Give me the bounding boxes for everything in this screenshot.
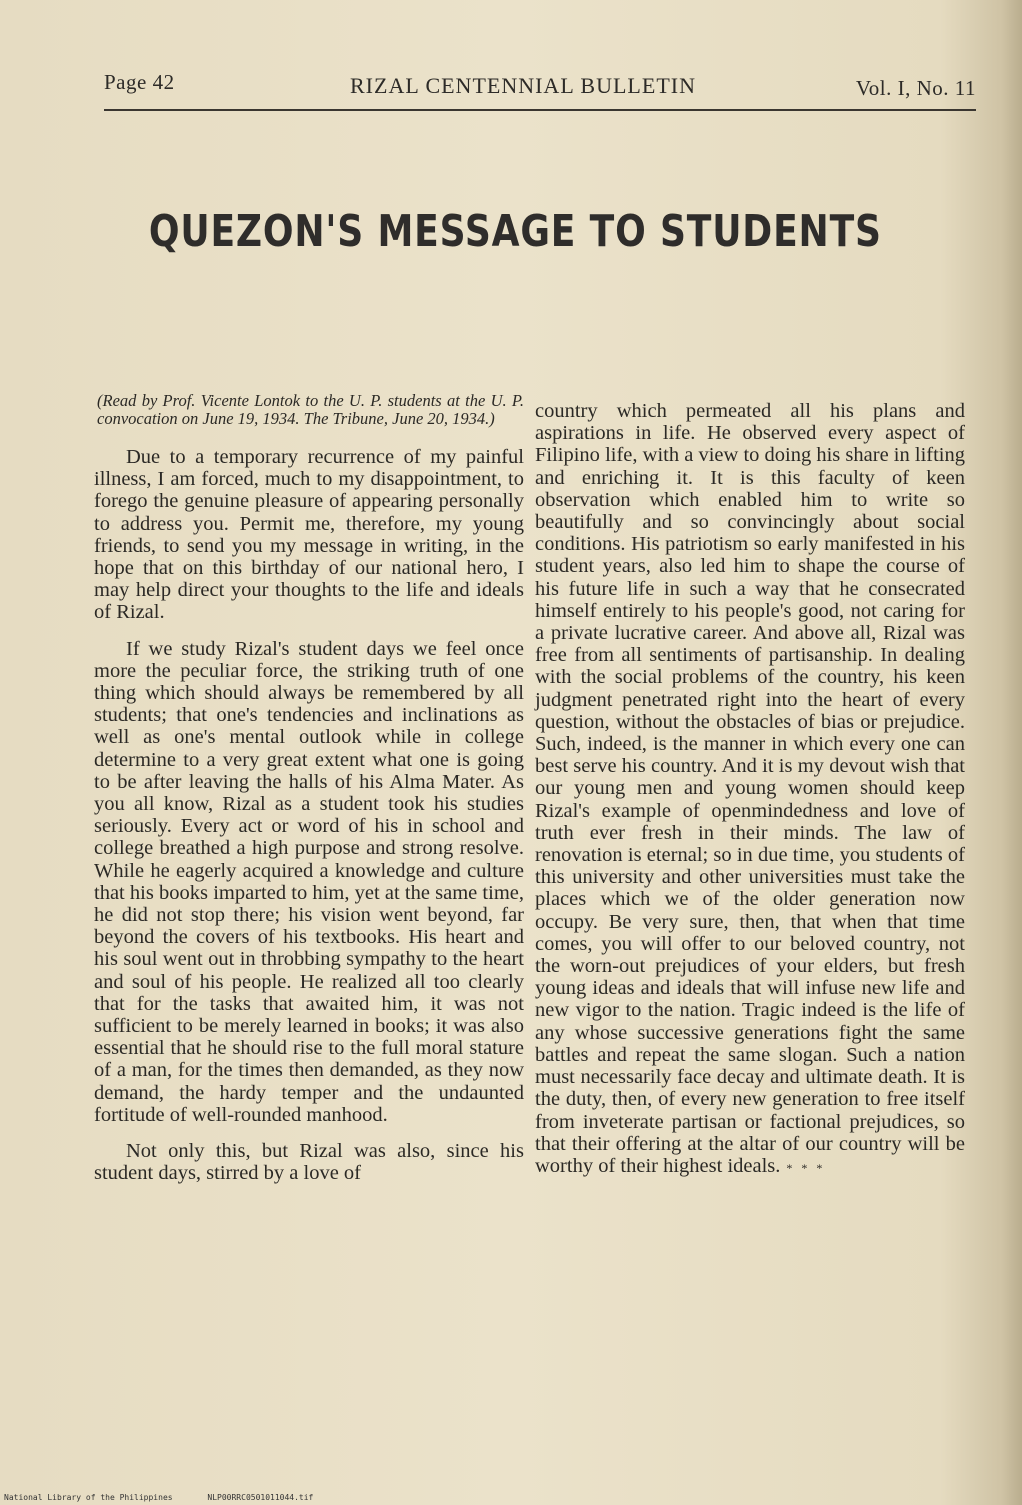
page-number: Page 42 bbox=[104, 70, 175, 94]
publication-title: RIZAL CENTENNIAL BULLETIN bbox=[350, 73, 696, 98]
left-column bbox=[94, 392, 524, 1199]
header-rule bbox=[104, 109, 976, 111]
volume-number: Vol. I, No. 11 bbox=[855, 76, 976, 100]
paragraph-continuation bbox=[535, 400, 965, 1179]
right-column bbox=[535, 400, 965, 1179]
paragraph-2: If we study Rizal's student days we feel once more the peculiar force, the striking truth of one thing which should always be remembered by all students; that one's tendencies and inclinations as well as one's mental outlook while in college determine to a very great extent what one is going to be after leaving the halls of his Alma Mater. As you all know, Rizal as a student took his studies seriously. Every act or word of his in school and college breathed a high purpose and strong resolve. While he eagerly acquired a knowledge and culture that his books imparted to him, yet at the same time, he did not stop there; his vision went beyond, far beyond the covers of his textbooks. His heart and his soul went out in throbbing sympathy to the heart and soul of his people. He realized all too clearly that for the tasks that awaited him, it was not sufficient to be merely learned in books; it was also essential that he should rise to the full moral stature of a man, for the times then demanded, as they now demand, the hardy temper and the undaunted fortitude of well-rounded manhood. bbox=[94, 637, 524, 1126]
end-mark: * * * bbox=[786, 1160, 826, 1175]
article-title: QUEZON'S MESSAGE TO STUDENTS bbox=[148, 206, 882, 257]
footer-file: NLP00RRC0501011044.tif bbox=[207, 1493, 314, 1502]
footer-library: National Library of the Philippines bbox=[4, 1493, 173, 1502]
paragraph-1: Due to a temporary recurrence of my painful illness, I am forced, much to my disappointment, to forego the genuine pleasure of appearing personally to address you. Permit me, therefore, my young friends, to send you my message in writing, in the hope that on this birthday of our national hero, I may help direct your thoughts to the life and ideals of Rizal. bbox=[94, 446, 524, 624]
paragraph-3: Not only this, but Rizal was also, since his student days, stirred by a love of bbox=[94, 1140, 524, 1185]
page-header bbox=[104, 70, 976, 110]
continuation-text: country which permeated all his plans and aspirations in life. He observed every aspect of Filipino life, with a view to doing his share in lifting and enriching it. It is this faculty of keen observation which enabled him to write so beautifully and so convincingly about social conditions. His patriotism so early manifested in his student years, also led him to shape the course of his future life in such a way that he consecrated himself entirely to his people's good, not caring for a private lucrative career. And above all, Rizal was free from all sentiments of partisanship. In dealing with the social problems of the country, his keen judgment penetrated right into the heart of every question, without the obstacles of bias or prejudice. Such, indeed, is the manner in which every one can best serve his country. And it is my devout wish that our young men and young women should keep Rizal's example of openmindedness and love of truth ever fresh in their minds. The law of renovation is eternal; so in due time, you students of this university and other universities must take the places which we of the older generation now occupy. Be very sure, then, that when that time comes, you will offer to our beloved country, not the worn-out prejudices of your elders, but fresh young ideas and ideals that will infuse new life and new vigor to the nation. Tragic indeed is the life of any whose successive generations fight the same battles and repeat the same slogan. Such a nation must necessarily face decay and ultimate death. It is the duty, then, of every new generation to free itself from inveterate partisan or factional prejudices, so that their offering at the altar of our country will be worthy of their highest ideals. bbox=[535, 400, 965, 1177]
scan-footer bbox=[4, 1493, 604, 1502]
article-source-note: (Read by Prof. Vicente Lontok to the U. P. students at the U. P. convocation on June 19, 1934. The Tribune, June 20, 1934.) bbox=[97, 391, 524, 428]
